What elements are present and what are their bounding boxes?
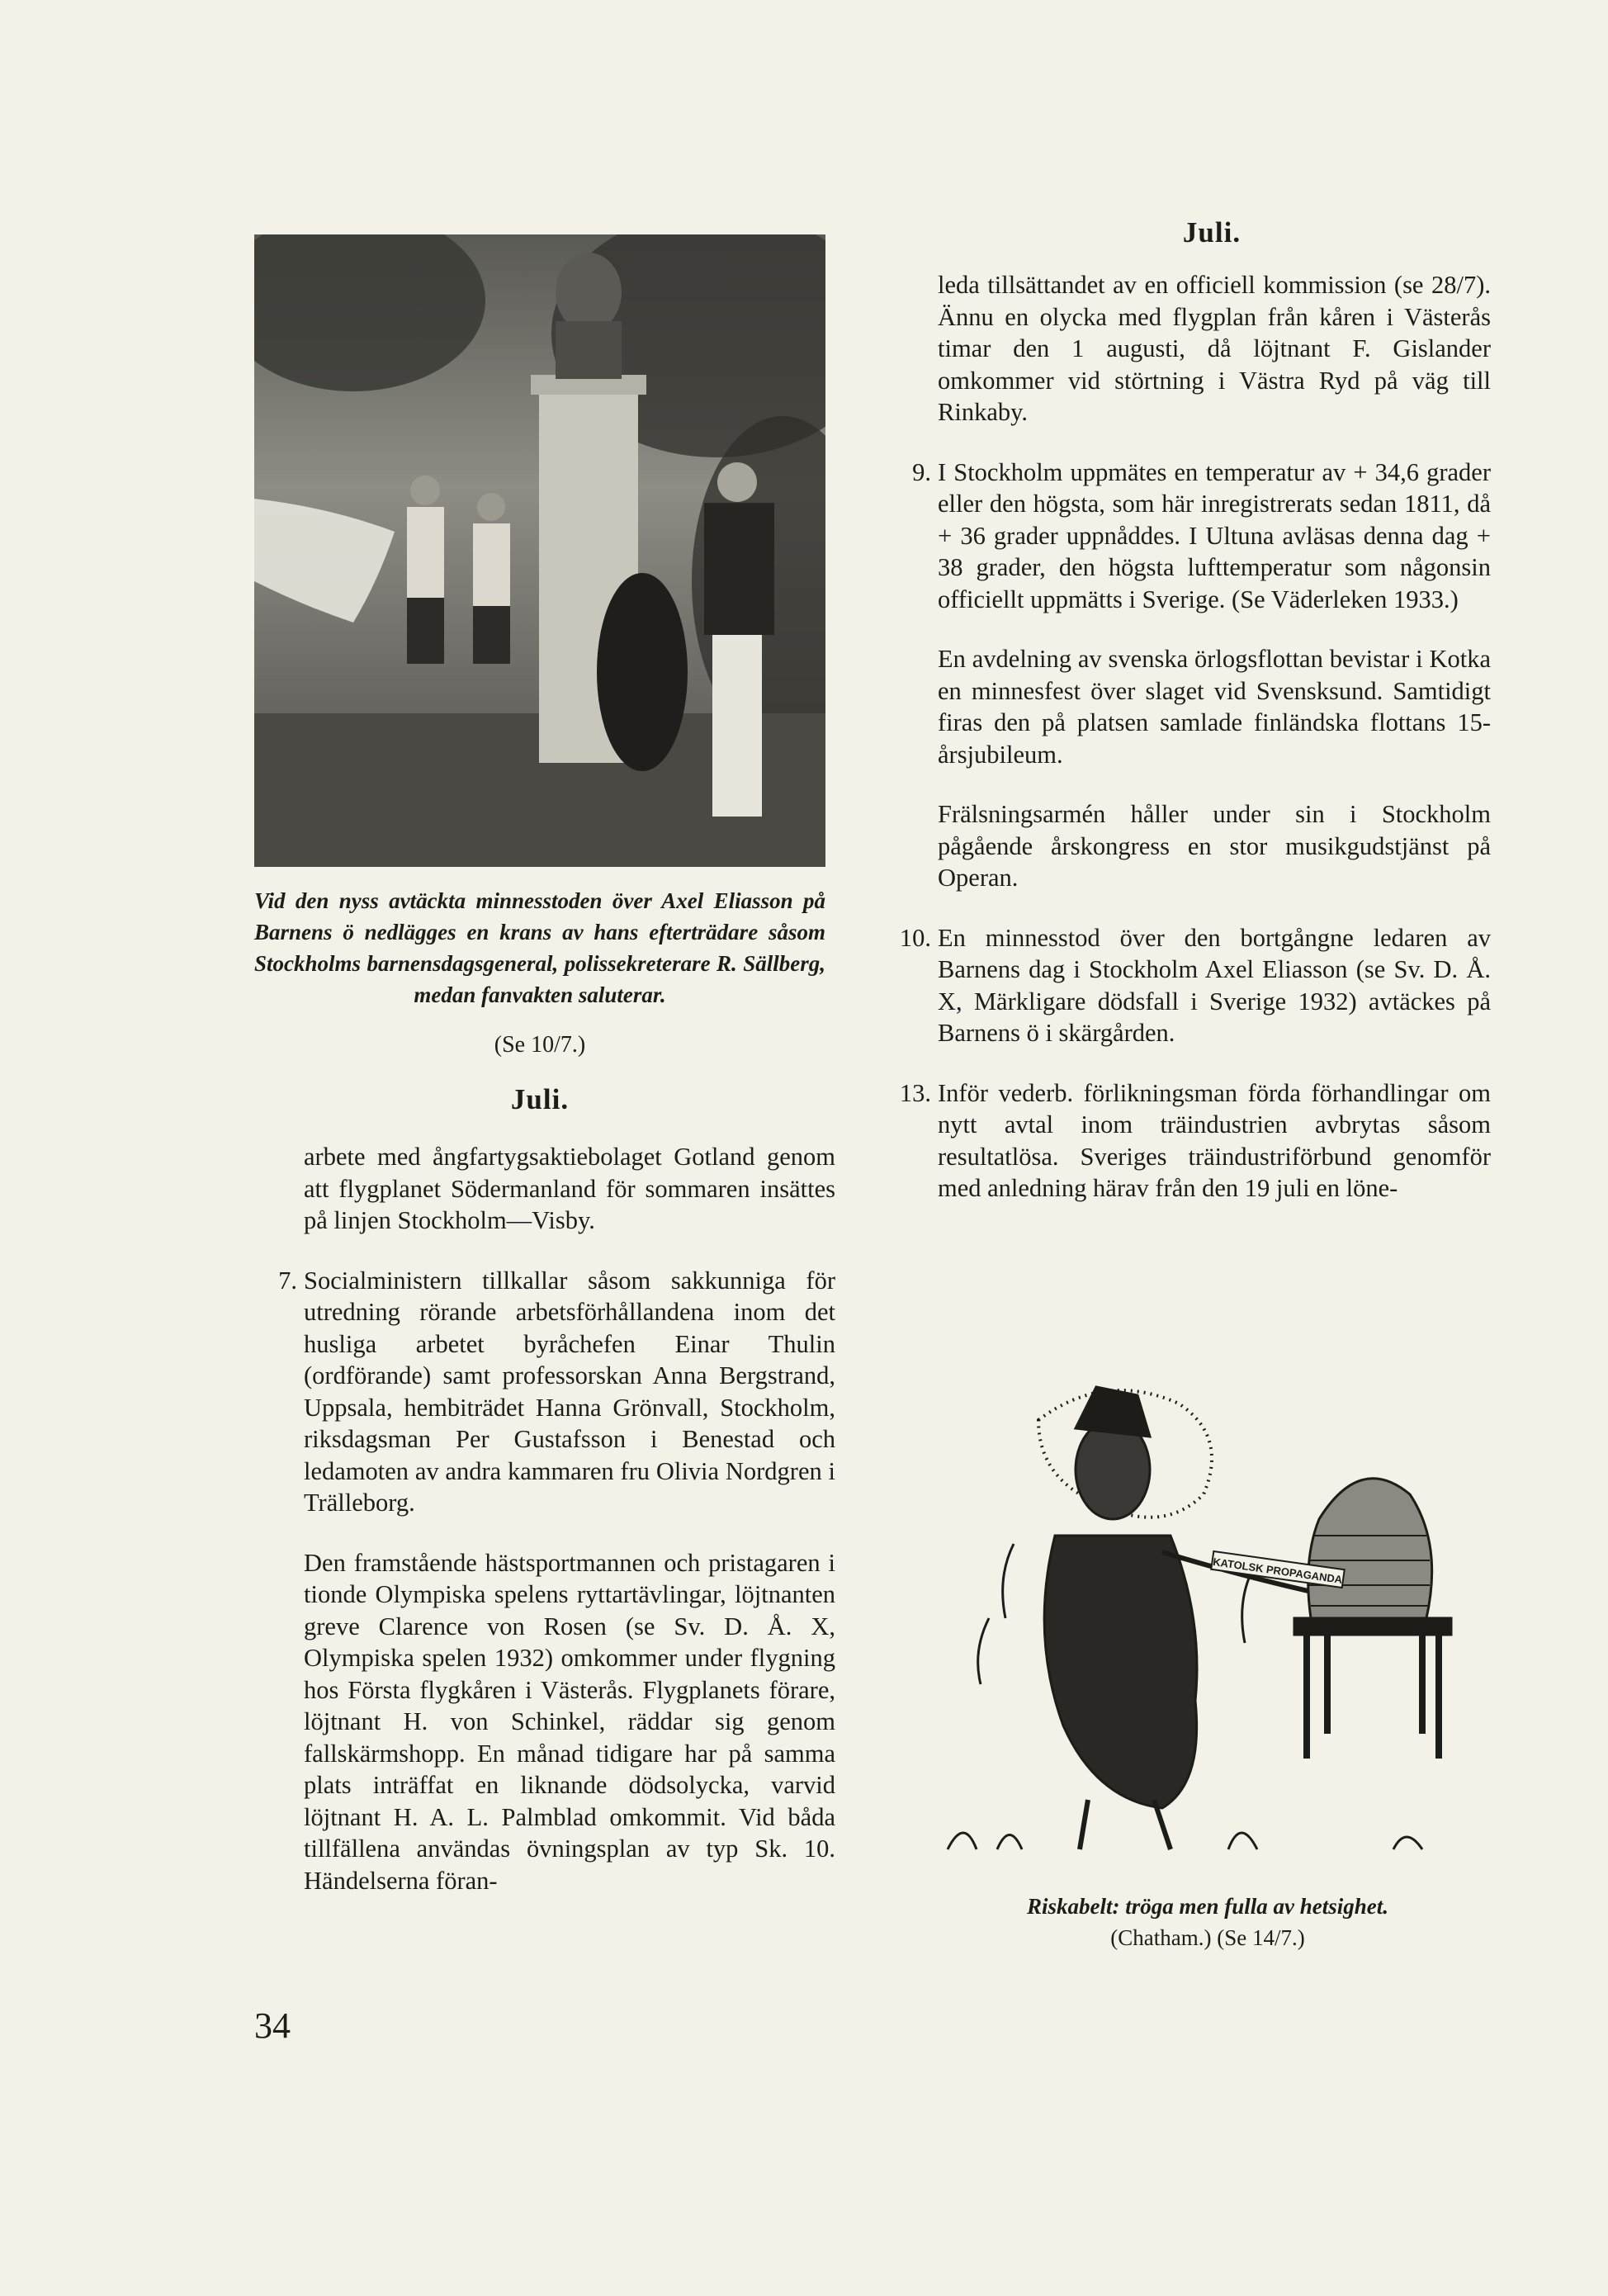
- right-entry-13: [899, 1077, 1491, 1205]
- entry-text: arbete med ångfartygsaktiebolaget Gotland genom att flygplanet Södermanland för sommaren insättes på linjen Stockholm—Visby.: [304, 1143, 835, 1234]
- memorial-photograph: [254, 234, 825, 867]
- entry-date-number: 7.: [278, 1266, 297, 1295]
- cartoon-caption-block: [931, 1891, 1484, 1953]
- entry-date-number: 9.: [912, 457, 931, 486]
- entry-text: Socialministern tillkallar såsom sakkunniga för utredning rörande arbetsförhållandena inom det husliga arbetet byråchefen Einar Thulin (ordförande) samt professorskan Anna Bergstrand, Uppsala, hembiträdet Hanna Grönvall, Stockholm, riksdagsman Per Gustafsson i Benestad och ledamoten av andra kammaren fru Olivia Nordgren i Trälleborg.: [304, 1266, 835, 1517]
- entry-date-number: 10.: [899, 923, 931, 952]
- right-entry-kotka: [938, 643, 1491, 770]
- political-cartoon: [931, 1370, 1468, 1863]
- entry-date-number: 13.: [899, 1078, 931, 1107]
- entry-text: leda tillsättandet av en officiell kommission (se 28/7). Ännu en olycka med flygplan från kåren i Västerås timar den 1 augusti, då löjtnant F. Gislander omkommer vid störtning i Västra Ryd på väg till Rinkaby.: [938, 271, 1491, 426]
- right-column: [899, 269, 1491, 1205]
- cartoon-credit: (Chatham.) (Se 14/7.): [1110, 1925, 1305, 1950]
- entry-text: En avdelning av svenska örlogsflottan bevistar i Kotka en minnesfest över slaget vid Svensksund. Samtidigt firas den på platsen samlade finländska flottans 15-årsjubileum.: [938, 645, 1491, 769]
- left-column-heading: Juli.: [510, 1083, 570, 1115]
- cartoon-caption: Riskabelt: tröga men fulla av hetsighet.: [1026, 1894, 1388, 1919]
- right-column-heading: Juli.: [1182, 216, 1241, 249]
- right-entry-salvation-army: [938, 798, 1491, 894]
- memorial-photo-image: [254, 234, 825, 867]
- page-number: 34: [254, 2005, 291, 2046]
- entry-text: Frälsningsarmén håller under sin i Stockholm pågående årskongress en stor musikgudstjänst på Operan.: [938, 800, 1491, 892]
- left-entry-von-rosen: [304, 1547, 835, 1897]
- entry-text: Den framstående hästsportmannen och pristagaren i tionde Olympiska spelens ryttartävlingar, löjtnanten greve Clarence von Rosen (se Sv. D. Å. X, Olympiska spelen 1932) omkommer under flygning hos Första flygkåren i Västerås. Flygplanets förare, löjtnant H. von Schinkel, räddar sig genom fallskärmshopp. En månad tidigare har på samma plats inträffat en liknande dödsolycka, varvid löjtnant H. A. L. Palmblad omkommit. Vid båda tillfällena användas övningsplan av typ Sk. 10. Händelserna föran-: [304, 1548, 835, 1895]
- entry-text: I Stockholm uppmätes en temperatur av + 34,6 grader eller den högsta, som här inregistrerats sedan 1811, då + 36 grader uppnåddes. I Ultuna avläsas denna dag + 38 grader, den högsta lufttemperatur som någonsin officiellt uppmätts i Sverige. (Se Väderleken 1933.): [938, 457, 1491, 613]
- photo-caption-reference: (Se 10/7.): [494, 1032, 586, 1058]
- left-column: [278, 1141, 835, 1896]
- left-entry-7: [278, 1265, 835, 1519]
- right-entry-9: [912, 457, 1491, 616]
- photo-caption: Vid den nyss avtäckta minnesstoden över Axel Eliasson på Barnens ö nedlägges en krans av hans efterträdare såsom Stockholms barnensdagsgeneral, polissekreterare R. Sällberg, medan fanvakten saluterar.: [254, 888, 825, 1007]
- left-entry-continuation: [304, 1141, 835, 1237]
- right-entry-continuation: [938, 269, 1491, 428]
- right-entry-10: [899, 922, 1491, 1049]
- cartoon-sign-text: KATOLSK PROPAGANDA: [1212, 1555, 1344, 1586]
- entry-text: Inför vederb. förlikningsman förda förhandlingar om nytt avtal inom träindustrien avbrytas såsom resultatlösa. Sveriges träindustriförbund genomför med anledning härav från den 19 juli en löne-: [938, 1078, 1491, 1202]
- cartoon-drawing: [931, 1370, 1468, 1863]
- entry-text: En minnesstod över den bortgångne ledaren av Barnens dag i Stockholm Axel Eliasson (se Sv. D. Å. X, Märkligare dödsfall i Sverige 1932) avtäckes på Barnens ö i skärgården.: [938, 923, 1491, 1047]
